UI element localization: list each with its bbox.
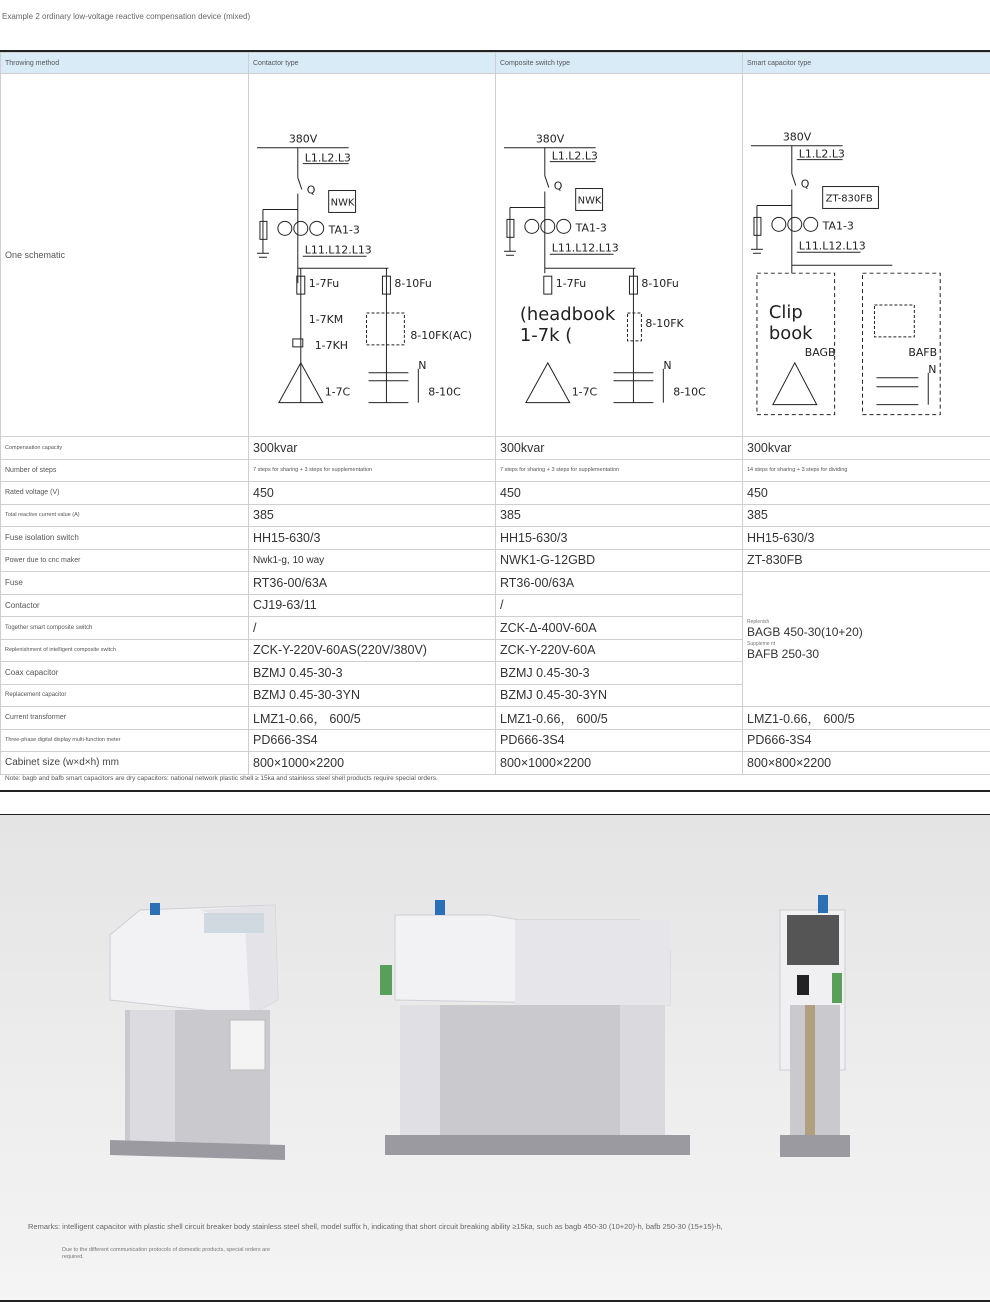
sch3-ta: TA1-3 (822, 219, 854, 233)
photo-bottom-rule (0, 1300, 990, 1302)
table-note: Note: bagb and bafb smart capacitors are dry capacitors: national network plastic shell ≥ 15ka and stainless steel shell products require special orders. (5, 775, 438, 782)
row-label: Rated voltage (V) (1, 481, 249, 504)
cell-value: BZMJ 0.45-30-3YN (496, 684, 743, 706)
cell-value: ZCK-Y-220V-60A (496, 639, 743, 661)
sch3-clip1: Clip (768, 302, 803, 324)
cell-value: Nwk1-g, 10 way (249, 549, 496, 571)
sch1-ta: TA1-3 (328, 223, 360, 237)
header-row (1, 53, 990, 74)
cell-value: 450 (249, 481, 496, 504)
cell-value: 14 steps for sharing + 3 steps for dividing (743, 459, 990, 481)
row-label: Replacement capacitor (1, 684, 249, 706)
cell-value: HH15-630/3 (743, 526, 990, 549)
schematic-composite-diagram (496, 74, 742, 431)
row-fuse-switch (1, 526, 990, 549)
cell-value: BZMJ 0.45-30-3 (249, 661, 496, 684)
sch2-c2: 8-10C (673, 385, 706, 399)
merged-smart-cell (743, 571, 990, 706)
sch1-line: L11.L12.L13 (304, 243, 372, 257)
sch3-voltage: 380V (782, 130, 812, 144)
row-label: Contactor (1, 594, 249, 616)
row-label: Fuse isolation switch (1, 526, 249, 549)
header-smart: Smart capacitor type (743, 53, 990, 74)
sch2-fk: 8-10FK (645, 316, 684, 330)
sch2-line: L11.L12.L13 (551, 241, 619, 255)
spec-table (0, 52, 990, 775)
row-cabinet-size (1, 751, 990, 774)
cell-value: CJ19-63/11 (249, 594, 496, 616)
cell-value: PD666-3S4 (496, 729, 743, 751)
sch1-km: 1-7KM (308, 312, 344, 326)
cell-value: ZCK-Δ-400V-60A (496, 616, 743, 639)
sch3-n: N (928, 362, 937, 376)
sch1-kh: 1-7KH (314, 338, 348, 352)
header-label: Throwing method (1, 53, 249, 74)
cell-value: 300kvar (743, 436, 990, 459)
row-label: Coax capacitor (1, 661, 249, 684)
capacitor-product-1 (110, 903, 285, 1160)
row-label: Fuse (1, 571, 249, 594)
merged-small-label: Replenish (747, 618, 770, 625)
cell-value: 800×1000×2200 (249, 751, 496, 774)
schematic-contactor-diagram (249, 74, 495, 431)
cell-value: 7 steps for sharing + 3 steps for supplementation (496, 459, 743, 481)
sch3-bafb: BAFB (908, 345, 938, 359)
sch1-c1: 1-7C (324, 385, 351, 399)
schematic-row (1, 74, 990, 437)
row-label: Power due to cnc maker (1, 549, 249, 571)
remarks-text: Remarks: intelligent capacitor with plastic shell circuit breaker body stainless steel shell, model suffix h, indicating that short circuit breaking ability ≥15ka, such as bagb 450-30 (10+20)-h, bafb 250-30 (15+15)-h, (28, 1222, 723, 1231)
sch3-clip2: book (768, 322, 813, 344)
schematic-contactor (249, 74, 496, 437)
schematic-smart (743, 74, 990, 437)
cell-value: LMZ1-0.66， 600/5 (743, 706, 990, 729)
protocol-note: Due to the different communication protocols of domestic products, special orders are required. (62, 1247, 271, 1260)
row-label: Compensation capacity (1, 436, 249, 459)
sch2-bus: L1.L2.L3 (551, 149, 598, 163)
sch1-fk: 8-10FK(AC) (410, 328, 473, 342)
row-label: Number of steps (1, 459, 249, 481)
cell-value: 385 (496, 504, 743, 526)
schematic-smart-diagram (743, 74, 990, 431)
cell-value: PD666-3S4 (249, 729, 496, 751)
merged-small-label: Suppleme nt (747, 640, 776, 647)
sch1-c2: 8-10C (428, 385, 461, 399)
sch1-fu1: 1-7Fu (308, 277, 340, 291)
sch3-bus: L1.L2.L3 (798, 147, 845, 161)
capacitor-product-3 (780, 895, 850, 1157)
row-label: Three-phase digital display multi-function meter (1, 729, 249, 751)
row-label: Together smart composite switch (1, 616, 249, 639)
cell-value: 800×1000×2200 (496, 751, 743, 774)
sch1-fu2: 8-10Fu (394, 277, 432, 291)
sch1-bus: L1.L2.L3 (304, 151, 351, 165)
sch1-switch: Q (306, 183, 316, 197)
sch2-ctrl: NWK (577, 195, 602, 207)
cell-value: 385 (743, 504, 990, 526)
sch2-fu2: 8-10Fu (641, 277, 679, 291)
cell-value: RT36-00/63A (249, 571, 496, 594)
sch3-bagb: BAGB (804, 345, 836, 359)
schematic-label: One schematic (1, 74, 249, 437)
row-label: Total reactive current value (A) (1, 504, 249, 526)
page-caption: Example 2 ordinary low-voltage reactive compensation device (mixed) (2, 12, 251, 21)
cell-value: HH15-630/3 (496, 526, 743, 549)
row-compensation (1, 436, 990, 459)
cell-value: 385 (249, 504, 496, 526)
sch2-voltage: 380V (535, 132, 565, 146)
capacitor-product-2 (380, 900, 690, 1155)
row-label: Current transformer (1, 706, 249, 729)
merged-bagb: BAGB 450-30(10+20) (747, 624, 863, 639)
row-current (1, 504, 990, 526)
sch1-voltage: 380V (288, 132, 318, 146)
merged-bafb: BAFB 250-30 (747, 646, 820, 661)
table-bottom-rule (0, 790, 990, 792)
cell-value: BZMJ 0.45-30-3YN (249, 684, 496, 706)
cell-value: 450 (743, 481, 990, 504)
sch2-switch: Q (553, 179, 563, 193)
sch1-n: N (418, 358, 427, 372)
cell-value: LMZ1-0.66， 600/5 (496, 706, 743, 729)
sch2-n: N (663, 358, 672, 372)
row-label: Cabinet size (w×d×h) mm (1, 751, 249, 774)
cell-value: ZCK-Y-220V-60AS(220V/380V) (249, 639, 496, 661)
header-composite: Composite switch type (496, 53, 743, 74)
sch2-fu1: 1-7Fu (555, 277, 587, 291)
row-steps (1, 459, 990, 481)
cell-value: / (496, 594, 743, 616)
schematic-composite (496, 74, 743, 437)
sch2-book1: (headbook (519, 303, 616, 325)
cell-value: RT36-00/63A (496, 571, 743, 594)
sch2-book2: 1-7k ( (519, 324, 573, 346)
cell-value: NWK1-G-12GBD (496, 549, 743, 571)
sch3-switch: Q (800, 177, 810, 191)
cell-value: / (249, 616, 496, 639)
row-voltage (1, 481, 990, 504)
sch2-ta: TA1-3 (575, 221, 607, 235)
cell-value: HH15-630/3 (249, 526, 496, 549)
row-power-maker (1, 549, 990, 571)
sch3-line: L11.L12.L13 (798, 239, 866, 253)
cell-value: PD666-3S4 (743, 729, 990, 751)
sch1-ctrl: NWK (330, 197, 355, 209)
cell-value: LMZ1-0.66， 600/5 (249, 706, 496, 729)
sch3-ctrl: ZT-830FB (825, 193, 873, 205)
cell-value: 800×800×2200 (743, 751, 990, 774)
row-transformer (1, 706, 990, 729)
sch2-c1: 1-7C (571, 385, 598, 399)
header-contactor: Contactor type (249, 53, 496, 74)
cell-value: 300kvar (496, 436, 743, 459)
cell-value: 300kvar (249, 436, 496, 459)
row-meter (1, 729, 990, 751)
row-fuse (1, 571, 990, 594)
cell-value: 450 (496, 481, 743, 504)
cell-value: ZT-830FB (743, 549, 990, 571)
cell-value: BZMJ 0.45-30-3 (496, 661, 743, 684)
cell-value: 7 steps for sharing + 3 steps for supplementation (249, 459, 496, 481)
row-label: Replenishment of intelligent composite switch (1, 639, 249, 661)
